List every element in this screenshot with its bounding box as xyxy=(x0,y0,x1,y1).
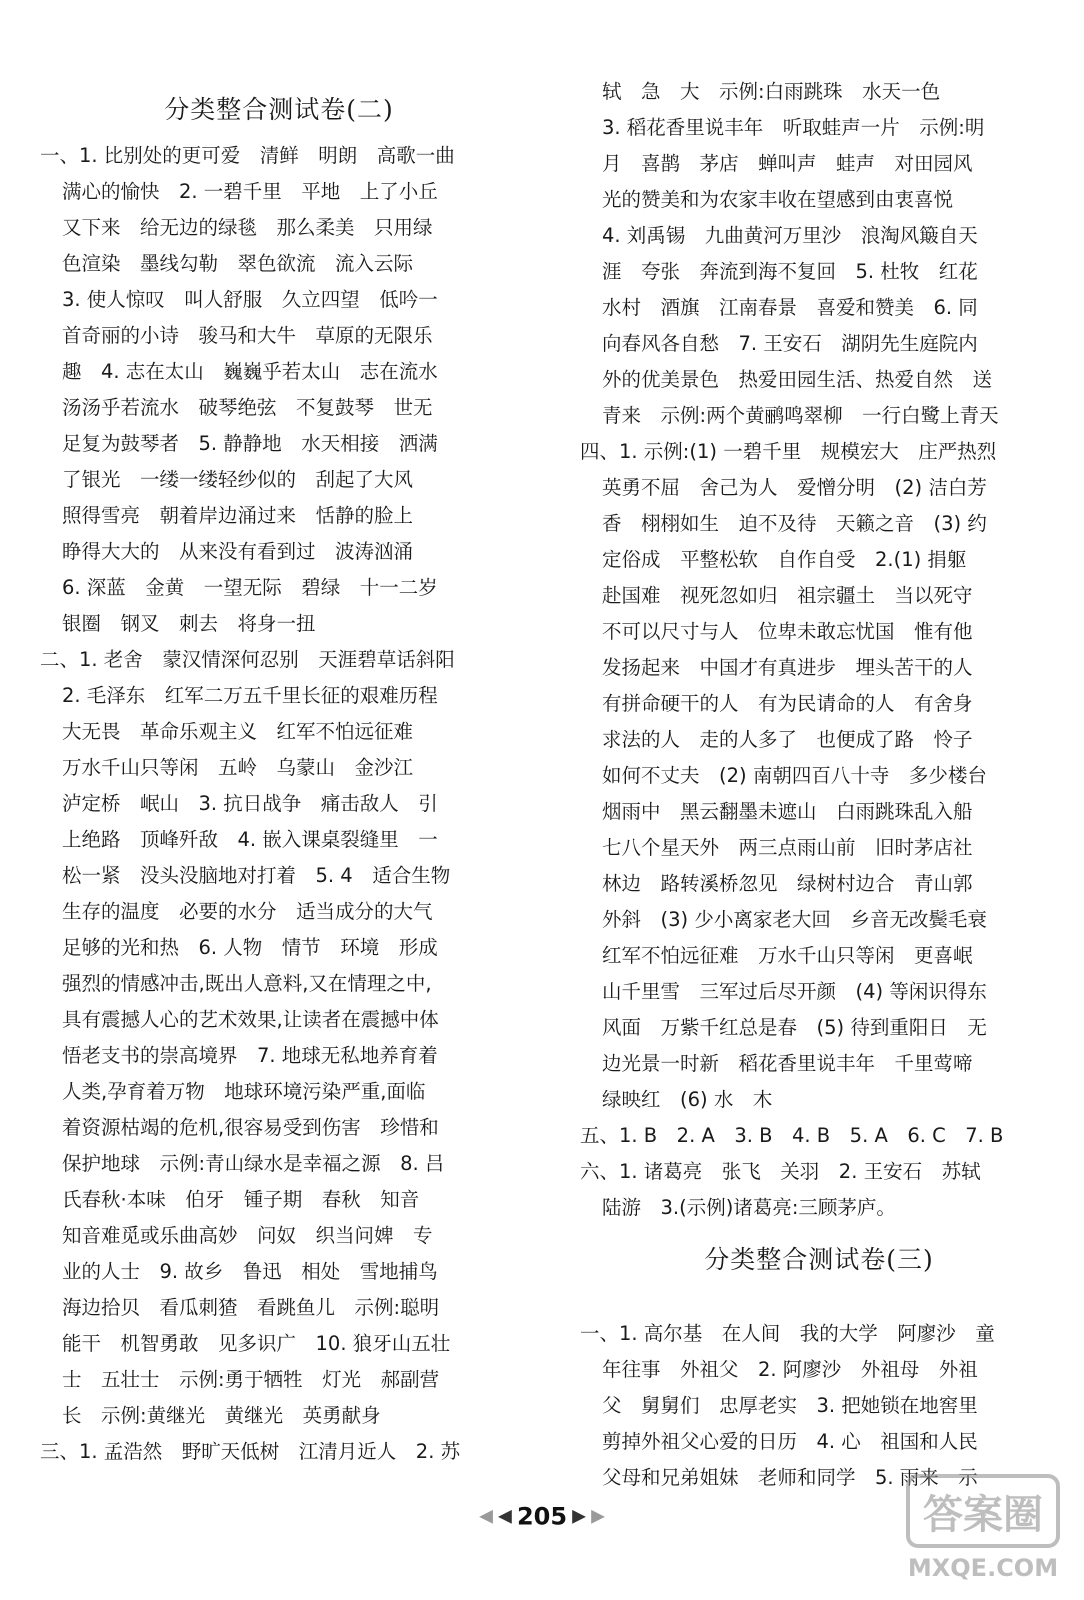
answer-line: 赴国难 视死忽如归 祖宗疆土 当以死守 xyxy=(602,584,973,607)
answer-line: 山千里雪 三军过后尽开颜 (4) 等闲识得东 xyxy=(602,980,987,1003)
answer-line: 3. 稻花香里说丰年 听取蛙声一片 示例:明 xyxy=(602,116,985,139)
answer-line: 4. 刘禹锡 九曲黄河万里沙 浪淘风簸自天 xyxy=(602,224,978,247)
answer-line: 月 喜鹊 茅店 蝉叫声 蛙声 对田园风 xyxy=(602,152,973,175)
answer-line: 趣 4. 志在太山 巍巍乎若太山 志在流水 xyxy=(62,360,438,383)
answer-line: 剪掉外祖父心爱的日历 4. 心 祖国和人民 xyxy=(602,1430,978,1453)
answer-line: 六、1. 诸葛亮 张飞 关羽 2. 王安石 苏轼 xyxy=(580,1160,981,1183)
answer-line: 生存的温度 必要的水分 适当成分的大气 xyxy=(62,900,433,923)
answer-line: 求法的人 走的人多了 也便成了路 怜子 xyxy=(602,728,973,751)
answer-line: 具有震撼人心的艺术效果,让读者在震撼中体 xyxy=(62,1008,439,1031)
answer-line: 色渲染 墨线勾勒 翠色欲流 流入云际 xyxy=(62,252,414,275)
answer-line: 外斜 (3) 少小离家老大回 乡音无改鬓毛衰 xyxy=(602,908,987,931)
answer-line: 七八个星天外 两三点雨山前 旧时茅店社 xyxy=(602,836,973,859)
answer-line: 了银光 一缕一缕轻纱似的 刮起了大风 xyxy=(62,468,414,491)
watermark-text-en: MXQE.COM xyxy=(907,1554,1059,1582)
answer-line: 照得雪亮 朝着岸边涌过来 恬静的脸上 xyxy=(62,504,414,527)
answer-line: 有拼命硬干的人 有为民请命的人 有舍身 xyxy=(602,692,973,715)
answer-line: 父母和兄弟姐妹 老师和同学 5. 雨来 示 xyxy=(602,1466,978,1489)
answer-line: 氏春秋·本味 伯牙 锺子期 春秋 知音 xyxy=(62,1188,420,1211)
answer-line: 银圈 钢叉 刺去 将身一扭 xyxy=(62,612,316,635)
answer-line: 3. 使人惊叹 叫人舒服 久立四望 低吟一 xyxy=(62,288,438,311)
answer-line: 大无畏 革命乐观主义 红军不怕远征难 xyxy=(62,720,414,743)
page-number: 205 xyxy=(516,1502,568,1531)
answer-line: 四、1. 示例:(1) 一碧千里 规模宏大 庄严热烈 xyxy=(580,440,997,463)
answer-line: 不可以尺寸与人 位卑未敢忘忧国 惟有他 xyxy=(602,620,973,643)
answer-line: 向春风各自愁 7. 王安石 湖阴先生庭院内 xyxy=(602,332,978,355)
answer-line: 2. 毛泽东 红军二万五千里长征的艰难历程 xyxy=(62,684,438,707)
answer-line: 三、1. 孟浩然 野旷天低树 江清月近人 2. 苏 xyxy=(40,1440,461,1463)
prev-page-arrow-outer-icon[interactable]: ◀ xyxy=(479,1505,493,1527)
answer-line: 足够的光和热 6. 人物 情节 环境 形成 xyxy=(62,936,438,959)
next-page-arrow-outer-icon[interactable]: ▶ xyxy=(591,1505,605,1527)
answer-line: 发扬起来 中国才有真进步 埋头苦干的人 xyxy=(602,656,973,679)
answer-line: 五、1. B 2. A 3. B 4. B 5. A 6. C 7. B xyxy=(580,1124,1004,1147)
answer-line: 风面 万紫千红总是春 (5) 待到重阳日 无 xyxy=(602,1016,987,1039)
answer-line: 一、1. 高尔基 在人间 我的大学 阿廖沙 童 xyxy=(580,1322,995,1345)
answer-line: 红军不怕远征难 万水千山只等闲 更喜岷 xyxy=(602,944,973,967)
answer-line: 能干 机智勇敢 见多识广 10. 狼牙山五壮 xyxy=(62,1332,451,1355)
answer-line: 轼 急 大 示例:白雨跳珠 水天一色 xyxy=(602,80,941,103)
answer-line: 边光景一时新 稻花香里说丰年 千里莺啼 xyxy=(602,1052,973,1075)
section-title: 分类整合测试卷(三) xyxy=(704,1245,934,1274)
answer-line: 如何不丈夫 (2) 南朝四百八十寺 多少楼台 xyxy=(602,764,987,787)
answer-line: 业的人士 9. 故乡 鲁迅 相处 雪地捕鸟 xyxy=(62,1260,438,1283)
answer-line: 强烈的情感冲击,既出人意料,又在情理之中, xyxy=(62,972,432,995)
answer-line: 陆游 3.(示例)诸葛亮:三顾茅庐。 xyxy=(602,1196,896,1219)
answer-line: 悟老支书的崇高境界 7. 地球无私地养育着 xyxy=(62,1044,438,1067)
answer-line: 绿映红 (6) 水 木 xyxy=(602,1088,773,1111)
answer-line: 人类,孕育着万物 地球环境污染严重,面临 xyxy=(62,1080,426,1103)
answer-line: 汤汤乎若流水 破琴绝弦 不复鼓琴 世无 xyxy=(62,396,433,419)
answer-line: 松一紧 没头没脑地对打着 5. 4 适合生物 xyxy=(62,864,451,887)
section-title: 分类整合测试卷(二) xyxy=(164,95,394,124)
answer-line: 士 五壮士 示例:勇于牺牲 灯光 郝副营 xyxy=(62,1368,440,1391)
answer-line: 上绝路 顶峰歼敌 4. 嵌入课桌裂缝里 一 xyxy=(62,828,438,851)
answer-line: 父 舅舅们 忠厚老实 3. 把她锁在地窖里 xyxy=(602,1394,978,1417)
answer-line: 满心的愉快 2. 一碧千里 平地 上了小丘 xyxy=(62,180,438,203)
answer-line: 外的优美景色 热爱田园生活、热爱自然 送 xyxy=(602,368,993,391)
answer-line: 保护地球 示例:青山绿水是幸福之源 8. 吕 xyxy=(62,1152,445,1175)
answer-line: 6. 深蓝 金黄 一望无际 碧绿 十一二岁 xyxy=(62,576,438,599)
answer-line: 泸定桥 岷山 3. 抗日战争 痛击敌人 引 xyxy=(62,792,438,815)
answer-line: 香 栩栩如生 迫不及待 天籁之音 (3) 约 xyxy=(602,512,987,535)
answer-line: 青来 示例:两个黄鹂鸣翠柳 一行白鹭上青天 xyxy=(602,404,999,427)
answer-line: 光的赞美和为农家丰收在望感到由衷喜悦 xyxy=(602,188,954,211)
answer-line: 烟雨中 黑云翻墨未遮山 白雨跳珠乱入船 xyxy=(602,800,973,823)
answer-line: 水村 酒旗 江南春景 喜爱和赞美 6. 同 xyxy=(602,296,978,319)
answer-line: 睁得大大的 从来没有看到过 波涛汹涌 xyxy=(62,540,414,563)
answer-line: 又下来 给无边的绿毯 那么柔美 只用绿 xyxy=(62,216,433,239)
answer-line: 定俗成 平整松软 自作自受 2.(1) 捐躯 xyxy=(602,548,967,571)
answer-line: 长 示例:黄继光 黄继光 英勇献身 xyxy=(62,1404,381,1427)
prev-page-arrow-icon[interactable]: ◀ xyxy=(498,1505,512,1527)
answer-line: 林边 路转溪桥忽见 绿树村边合 青山郭 xyxy=(602,872,973,895)
answer-line: 知音难觅或乐曲高妙 问奴 织当问婢 专 xyxy=(62,1224,433,1247)
answer-line: 涯 夸张 奔流到海不复回 5. 杜牧 红花 xyxy=(602,260,978,283)
answer-line: 一、1. 比别处的更可爱 清鲜 明朗 高歌一曲 xyxy=(40,144,455,167)
answer-line: 首奇丽的小诗 骏马和大牛 草原的无限乐 xyxy=(62,324,433,347)
answer-line: 年往事 外祖父 2. 阿廖沙 外祖母 外祖 xyxy=(602,1358,978,1381)
answer-line: 二、1. 老舍 蒙汉情深何忍别 天涯碧草话斜阳 xyxy=(40,648,455,671)
next-page-arrow-icon[interactable]: ▶ xyxy=(572,1505,586,1527)
watermark-logo xyxy=(904,1470,1064,1588)
answer-line: 海边拾贝 看瓜刺猹 看跳鱼儿 示例:聪明 xyxy=(62,1296,440,1319)
answer-line: 万水千山只等闲 五岭 乌蒙山 金沙江 xyxy=(62,756,414,779)
watermark-text-cn: 答案圈 xyxy=(923,1492,1043,1538)
answer-line: 足复为鼓琴者 5. 静静地 水天相接 洒满 xyxy=(62,432,438,455)
answer-line: 英勇不屈 舍己为人 爱憎分明 (2) 洁白芳 xyxy=(602,476,987,499)
answer-line: 着资源枯竭的危机,很容易受到伤害 珍惜和 xyxy=(62,1116,439,1139)
